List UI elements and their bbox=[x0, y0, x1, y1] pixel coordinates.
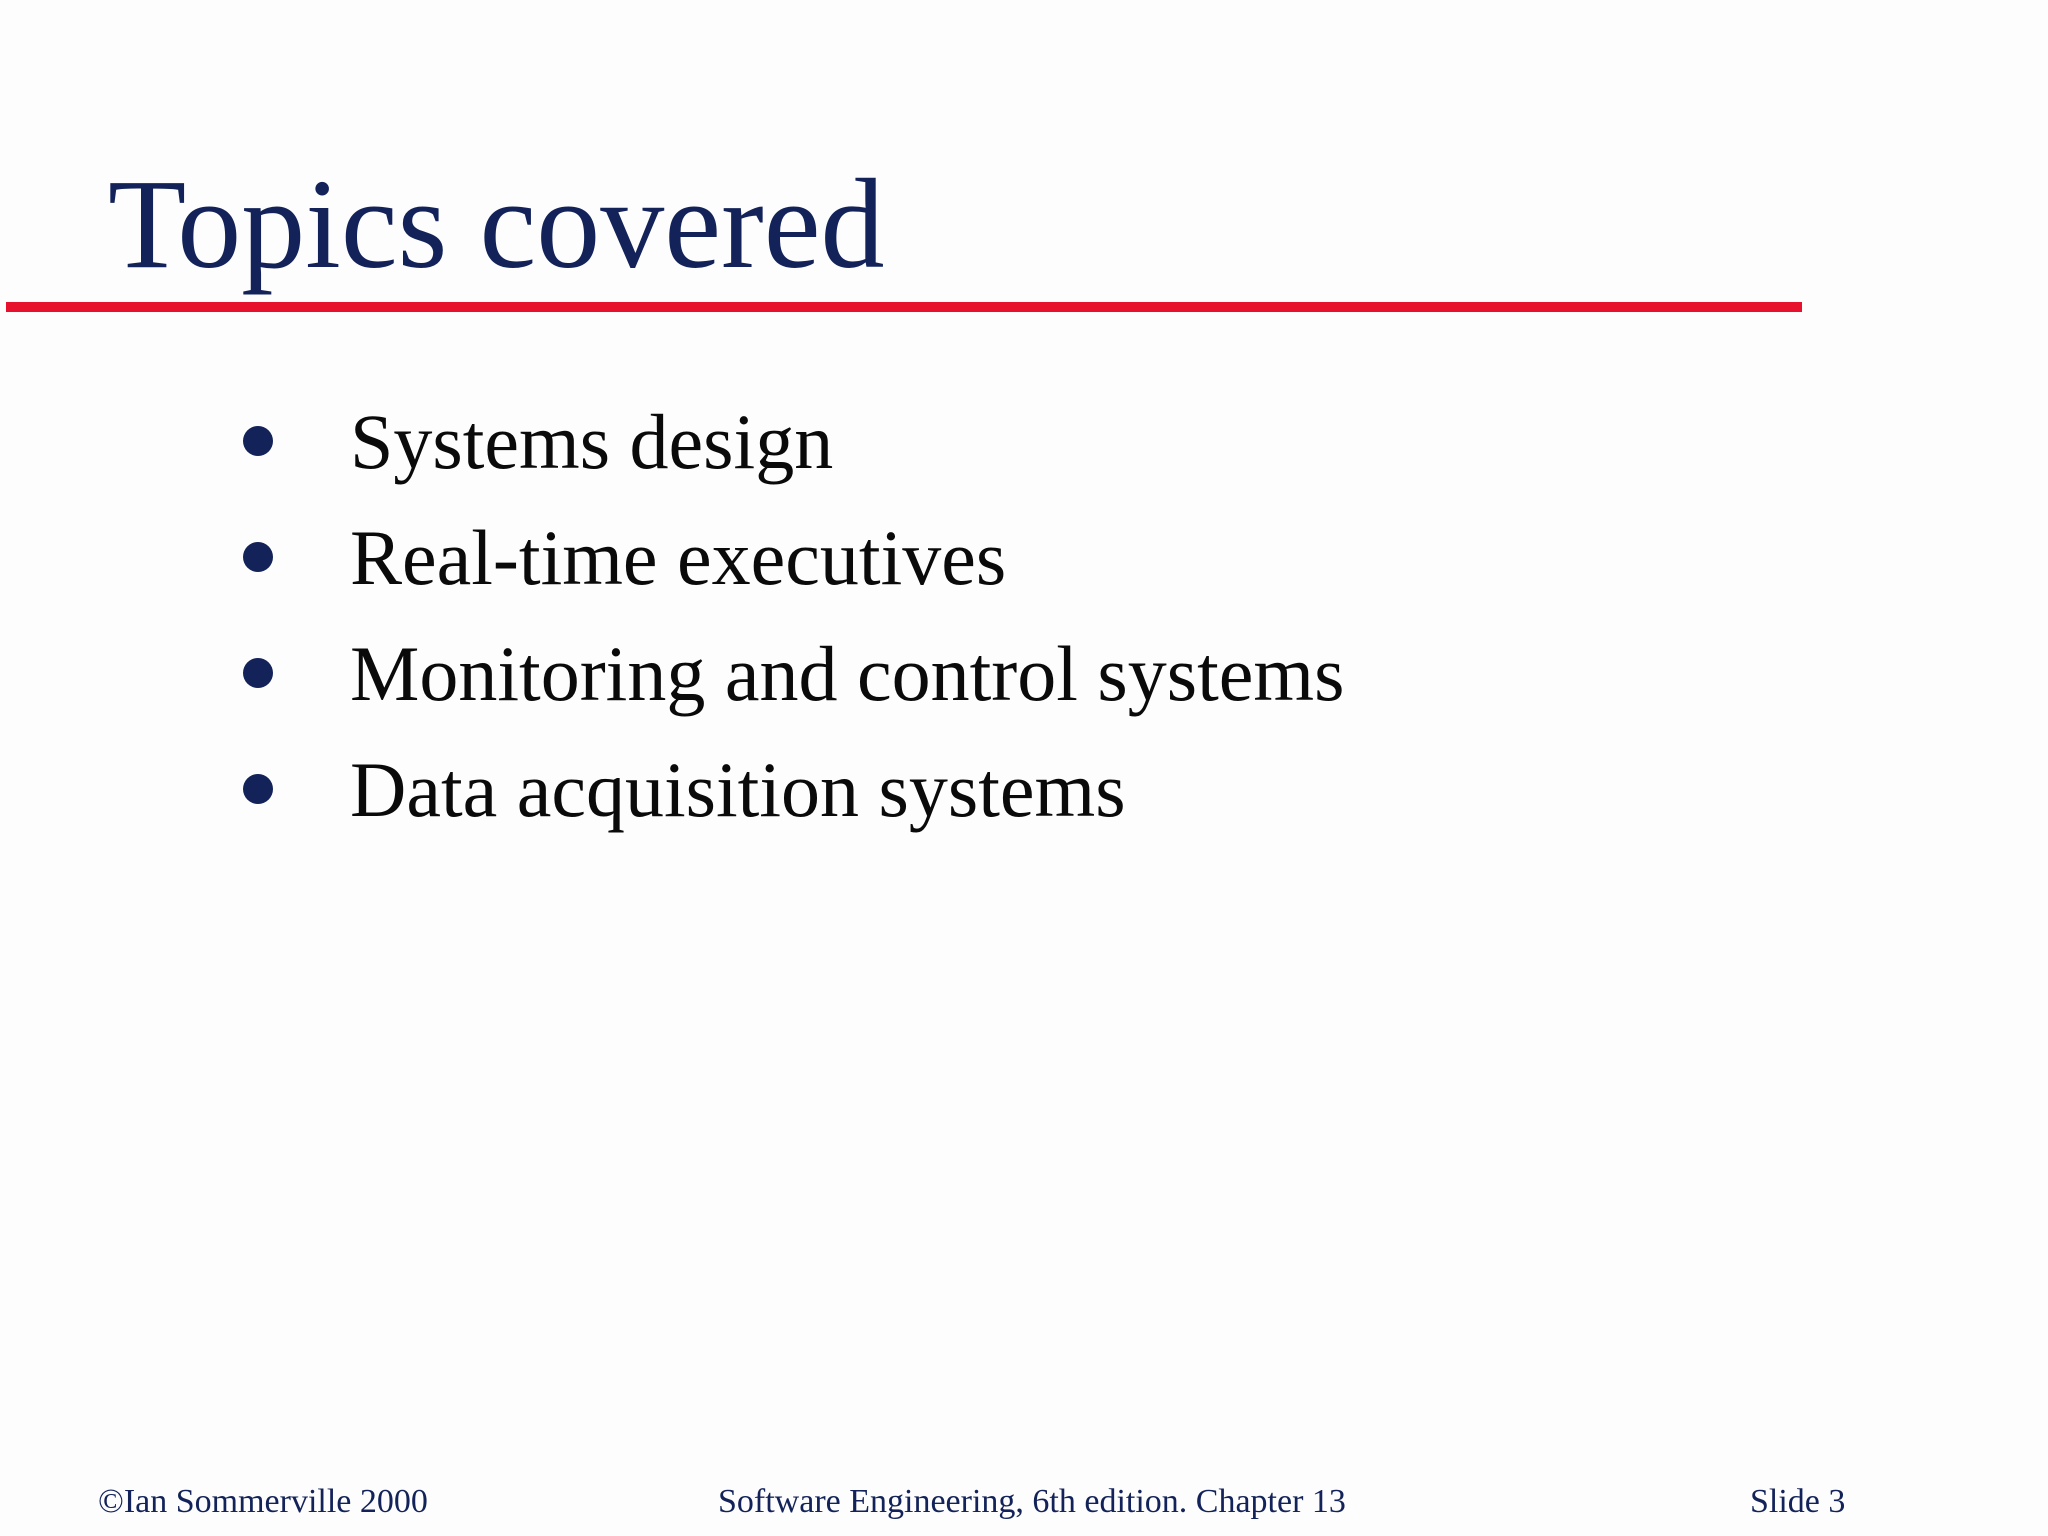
footer-book-title: Software Engineering, 6th edition. Chapter 13 bbox=[718, 1483, 1346, 1520]
bullet-icon bbox=[243, 774, 273, 804]
bullet-icon bbox=[243, 658, 273, 688]
bullet-icon bbox=[243, 426, 273, 456]
title-underline-rule bbox=[6, 302, 1802, 312]
list-item-text: Data acquisition systems bbox=[350, 746, 1126, 833]
footer-copyright: ©Ian Sommerville 2000 bbox=[98, 1483, 428, 1520]
footer-slide-number: Slide 3 bbox=[1750, 1483, 1846, 1520]
list-item-text: Monitoring and control systems bbox=[350, 630, 1345, 717]
list-item-text: Systems design bbox=[350, 398, 834, 485]
bullet-icon bbox=[243, 542, 273, 572]
list-item-text: Real-time executives bbox=[350, 514, 1007, 601]
slide-title: Topics covered bbox=[108, 153, 885, 295]
